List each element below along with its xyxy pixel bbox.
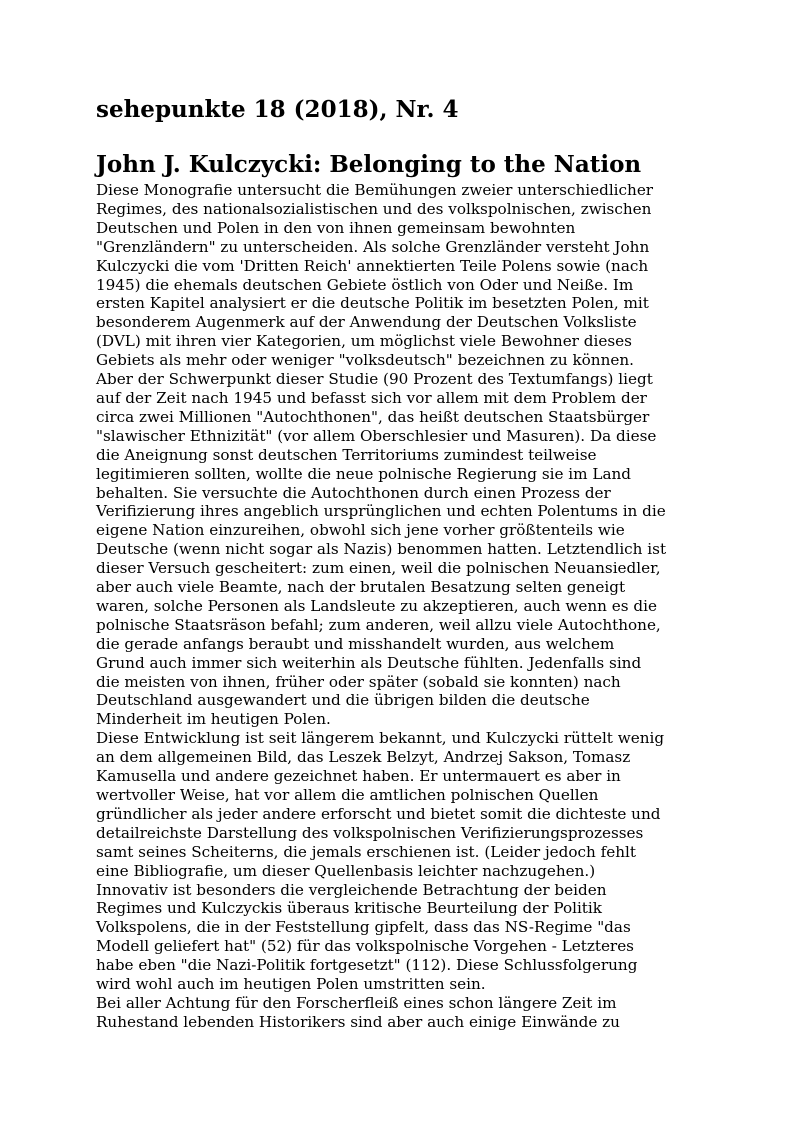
body-line: legitimieren sollten, wollte die neue polnische Regierung sie im Land (96, 464, 632, 483)
body-line: waren, solche Personen als Landsleute zu akzeptieren, auch wenn es die (96, 596, 657, 615)
body-line: Diese Entwicklung ist seit längerem bekannt, und Kulczycki rüttelt wenig (96, 729, 665, 748)
body-line: Ruhestand lebenden Historikers sind aber auch einige Einwände zu (96, 1012, 620, 1031)
body-line: aber auch viele Beamte, nach der brutalen Besatzung selten geneigt (96, 578, 626, 597)
body-line: die gerade anfangs beraubt und misshandelt wurden, aus welchem (96, 634, 615, 653)
body-line: Innovativ ist besonders die vergleichende Betrachtung der beiden (96, 880, 607, 899)
body-line: Deutschen und Polen in den von ihnen gemeinsam bewohnten (96, 218, 576, 237)
body-line: Kulczycki die vom 'Dritten Reich' annektierten Teile Polens sowie (nach (96, 256, 649, 275)
body-line: dieser Versuch gescheitert: zum einen, weil die polnischen Neuansiedler, (96, 559, 661, 578)
body-line: "slawischer Ethnizität" (vor allem Oberschlesier und Masuren). Da diese (96, 426, 657, 445)
body-line: habe eben "die Nazi-Politik fortgesetzt" (112). Diese Schlussfolgerung (96, 956, 638, 975)
body-line: Grund auch immer sich weiterhin als Deutsche fühlten. Jedenfalls sind (96, 653, 642, 672)
body-line: Volkspolens, die in der Feststellung gipfelt, dass das NS-Regime "das (96, 918, 631, 937)
body-line: Deutschland ausgewandert und die übrigen bilden die deutsche (96, 691, 590, 710)
issue-heading: sehepunkte 18 (2018), Nr. 4 (96, 96, 459, 123)
body-line: die Aneignung sonst deutschen Territoriums zumindest teilweise (96, 445, 597, 464)
body-line: Kamusella und andere gezeichnet haben. Er untermauert es aber in (96, 767, 621, 786)
body-line: Diese Monografie untersucht die Bemühungen zweier unterschiedlicher (96, 181, 654, 199)
body-line: auf der Zeit nach 1945 und befasst sich vor allem mit dem Problem der (96, 388, 647, 407)
body-line: Deutsche (wenn nicht sogar als Nazis) benommen hatten. Letztendlich ist (96, 540, 667, 559)
body-line: "Grenzländern" zu unterscheiden. Als solche Grenzländer versteht John (96, 237, 650, 256)
body-line: die meisten von ihnen, früher oder später (sobald sie konnten) nach (96, 672, 621, 691)
body-line: (DVL) mit ihren vier Kategorien, um möglichst viele Bewohner dieses (96, 332, 632, 351)
body-line: Bei aller Achtung für den Forscherfleiß eines schon längere Zeit im (96, 993, 617, 1012)
body-line: ersten Kapitel analysiert er die deutsche Politik im besetzten Polen, mit (96, 294, 649, 313)
body-line: samt seines Scheiterns, die jemals erschienen ist. (Leider jedoch fehlt (96, 842, 637, 861)
body-line: circa zwei Millionen "Autochthonen", das heißt deutschen Staatsbürger (96, 407, 650, 426)
body-line: Aber der Schwerpunkt dieser Studie (90 Prozent des Textumfangs) liegt (96, 370, 653, 389)
body-line: besonderem Augenmerk auf der Anwendung der Deutschen Volksliste (96, 313, 637, 332)
body-line: eine Bibliografie, um dieser Quellenbasis leichter nachzugehen.) (96, 861, 596, 880)
body-line: gründlicher als jeder andere erforscht und bietet somit die dichteste und (96, 804, 661, 823)
review-title: John J. Kulczycki: Belonging to the Nation (96, 151, 642, 178)
body-line: Gebiets als mehr oder weniger "volksdeutsch" bezeichnen zu können. (96, 351, 634, 370)
body-line: an dem allgemeinen Bild, das Leszek Belzyt, Andrzej Sakson, Tomasz (96, 748, 631, 767)
review-body (96, 181, 736, 1032)
body-line: Modell geliefert hat" (52) für das volkspolnische Vorgehen - Letzteres (96, 937, 634, 956)
body-line: eigene Nation einzureihen, obwohl sich jene vorher größtenteils wie (96, 521, 625, 540)
body-line: Regimes, des nationalsozialistischen und des volkspolnischen, zwischen (96, 199, 652, 218)
body-line: wertvoller Weise, hat vor allem die amtlichen polnischen Quellen (96, 786, 599, 804)
body-line: behalten. Sie versuchte die Autochthonen durch einen Prozess der (96, 483, 611, 502)
body-line: Regimes und Kulczyckis überaus kritische Beurteilung der Politik (96, 899, 602, 918)
body-line: wird wohl auch im heutigen Polen umstritten sein. (96, 975, 486, 994)
body-line: 1945) die ehemals deutschen Gebiete östlich von Oder und Neiße. Im (96, 275, 634, 294)
body-line: Verifizierung ihres angeblich ursprünglichen und echten Polentums in die (96, 502, 666, 521)
body-line: Minderheit im heutigen Polen. (96, 710, 331, 729)
body-line: polnische Staatsräson befahl; zum anderen, weil allzu viele Autochthone, (96, 615, 661, 634)
body-line: detailreichste Darstellung des volkspolnischen Verifizierungsprozesses (96, 823, 644, 842)
